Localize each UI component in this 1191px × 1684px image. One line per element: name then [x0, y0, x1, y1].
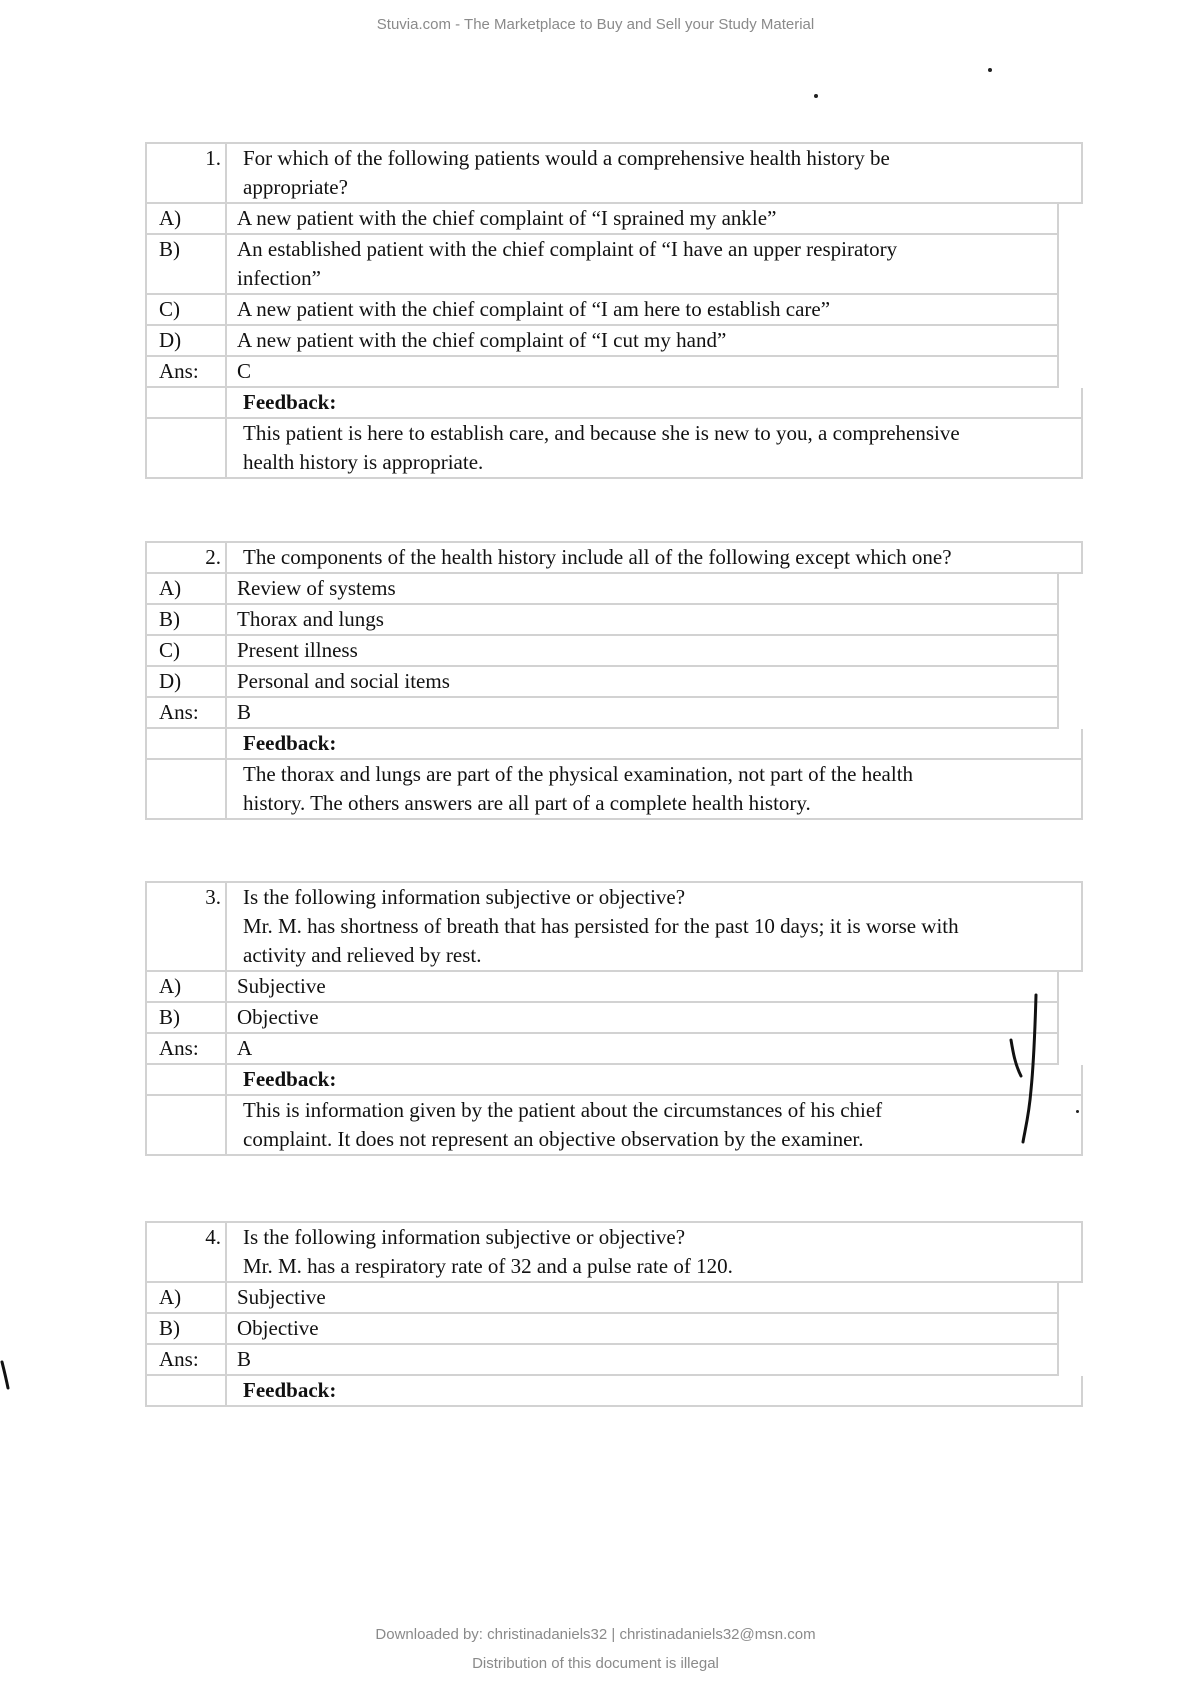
- feedback-text-line: history. The others answers are all part of a complete health history.: [243, 791, 811, 815]
- feedback-row: [145, 760, 1083, 820]
- feedback-text-line: The thorax and lungs are part of the physical examination, not part of the health: [243, 762, 914, 786]
- feedback-row: [145, 419, 1083, 479]
- question-text-line: appropriate?: [243, 175, 348, 199]
- option-label: B): [147, 235, 227, 293]
- question-text-line: activity and relieved by rest.: [243, 943, 482, 967]
- question-block-4: [145, 1221, 1083, 1407]
- option-row-a: [145, 574, 1059, 605]
- feedback-text: [227, 419, 1081, 477]
- question-row: [145, 541, 1083, 574]
- feedback-row: [145, 1096, 1083, 1156]
- option-label: A): [147, 204, 227, 233]
- option-label: A): [147, 1283, 227, 1312]
- question-text-line: Is the following information subjective or objective?: [243, 885, 686, 909]
- feedback-header-row: [145, 1065, 1083, 1096]
- option-row-c: [145, 636, 1059, 667]
- option-label: A): [147, 972, 227, 1001]
- option-text: A new patient with the chief complaint of “I sprained my ankle”: [237, 206, 777, 230]
- option-text: Thorax and lungs: [237, 607, 384, 631]
- option-text: Personal and social items: [237, 669, 450, 693]
- answer-value: A: [237, 1036, 253, 1060]
- answer-row: [145, 357, 1059, 388]
- option-row-b: [145, 1314, 1059, 1345]
- option-label: D): [147, 667, 227, 696]
- empty-cell: [147, 1096, 227, 1154]
- answer-row: [145, 1034, 1059, 1065]
- empty-cell: [147, 1065, 227, 1094]
- question-text-line: Mr. M. has a respiratory rate of 32 and a pulse rate of 120.: [243, 1254, 733, 1278]
- feedback-heading: Feedback:: [243, 1067, 337, 1091]
- option-row-b: [145, 235, 1059, 295]
- question-text: The components of the health history include all of the following except which one?: [243, 545, 952, 569]
- option-label: C): [147, 636, 227, 665]
- question-row: [145, 142, 1083, 204]
- option-label: B): [147, 1003, 227, 1032]
- answer-label: Ans:: [147, 698, 227, 727]
- option-row-a: [145, 204, 1059, 235]
- footer-downloaded: Downloaded by: christinadaniels32 | christinadaniels32@msn.com: [375, 1626, 816, 1643]
- feedback-heading: Feedback:: [243, 390, 337, 414]
- footer-distribution: Distribution of this document is illegal: [472, 1655, 719, 1672]
- answer-value: B: [237, 1347, 252, 1371]
- option-text: A new patient with the chief complaint of “I am here to establish care”: [237, 297, 831, 321]
- answer-row: [145, 698, 1059, 729]
- option-label: C): [147, 295, 227, 324]
- question-number: 2.: [147, 543, 227, 572]
- feedback-header-row: [145, 388, 1083, 419]
- feedback-text: [227, 1096, 1081, 1154]
- page-header: Stuvia.com - The Marketplace to Buy and Sell your Study Material: [376, 16, 815, 33]
- option-text-line: infection”: [237, 266, 321, 290]
- feedback-text-line: This patient is here to establish care, and because she is new to you, a comprehensive: [243, 421, 960, 445]
- feedback-header-row: [145, 729, 1083, 760]
- feedback-text-line: health history is appropriate.: [243, 450, 484, 474]
- question-text-line: For which of the following patients would a comprehensive health history be: [243, 146, 890, 170]
- option-label: B): [147, 605, 227, 634]
- question-number: 1.: [147, 144, 227, 202]
- handwritten-mark: [995, 990, 1045, 1150]
- answer-label: Ans:: [147, 1034, 227, 1063]
- question-number: 3.: [147, 883, 227, 970]
- question-number: 4.: [147, 1223, 227, 1281]
- empty-cell: [147, 729, 227, 758]
- option-row-d: [145, 326, 1059, 357]
- question-row: [145, 1221, 1083, 1283]
- question-text: [227, 1223, 1081, 1281]
- feedback-text: [227, 760, 1081, 818]
- option-row-a: [145, 972, 1059, 1003]
- question-block-1: [145, 142, 1083, 479]
- question-row: [145, 881, 1083, 972]
- question-text-line: Mr. M. has shortness of breath that has persisted for the past 10 days; it is worse with: [243, 914, 959, 938]
- option-label: D): [147, 326, 227, 355]
- option-text: Objective: [237, 1005, 319, 1029]
- stray-mark-dot: [988, 68, 992, 72]
- empty-cell: [147, 760, 227, 818]
- feedback-header-row: [145, 1376, 1083, 1407]
- option-label: B): [147, 1314, 227, 1343]
- question-block-3: [145, 881, 1083, 1156]
- option-text: Review of systems: [237, 576, 396, 600]
- option-text: [227, 235, 1057, 293]
- stray-mark-dot: [814, 94, 818, 98]
- answer-value: C: [237, 359, 252, 383]
- feedback-heading: Feedback:: [243, 1378, 337, 1402]
- answer-value: B: [237, 700, 252, 724]
- option-row-d: [145, 667, 1059, 698]
- option-row-b: [145, 605, 1059, 636]
- option-row-c: [145, 295, 1059, 326]
- feedback-text-line: This is information given by the patient about the circumstances of his chief: [243, 1098, 883, 1122]
- empty-cell: [147, 1376, 227, 1405]
- question-block-2: [145, 541, 1083, 820]
- option-text: Subjective: [237, 974, 326, 998]
- option-text: Subjective: [237, 1285, 326, 1309]
- option-row-a: [145, 1283, 1059, 1314]
- answer-label: Ans:: [147, 357, 227, 386]
- question-text: [227, 144, 1081, 202]
- empty-cell: [147, 419, 227, 477]
- option-row-b: [145, 1003, 1059, 1034]
- option-text: Present illness: [237, 638, 358, 662]
- option-text-line: An established patient with the chief complaint of “I have an upper respiratory: [237, 237, 898, 261]
- question-text: [227, 883, 1081, 970]
- option-label: A): [147, 574, 227, 603]
- feedback-text-line: complaint. It does not represent an objective observation by the examiner.: [243, 1127, 864, 1151]
- feedback-heading: Feedback:: [243, 731, 337, 755]
- answer-label: Ans:: [147, 1345, 227, 1374]
- answer-row: [145, 1345, 1059, 1376]
- option-text: A new patient with the chief complaint of “I cut my hand”: [237, 328, 727, 352]
- empty-cell: [147, 388, 227, 417]
- question-text-line: Is the following information subjective or objective?: [243, 1225, 686, 1249]
- handwritten-mark: [0, 1358, 12, 1398]
- option-text: Objective: [237, 1316, 319, 1340]
